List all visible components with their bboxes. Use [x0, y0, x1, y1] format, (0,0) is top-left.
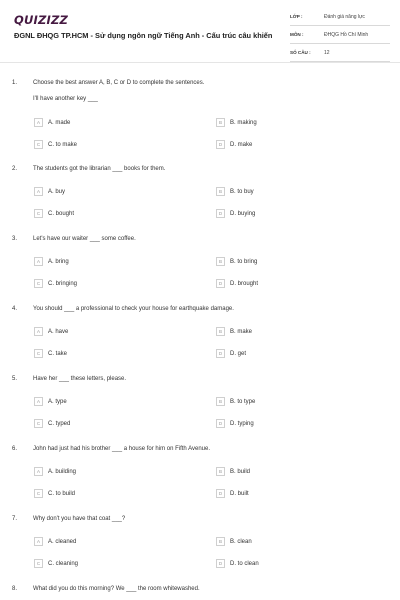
quizizz-logo: QUIZIZZ: [14, 13, 69, 27]
option-label: A. building: [48, 468, 77, 475]
option-letter-box: C: [34, 559, 43, 568]
option-a[interactable]: [34, 117, 70, 128]
question-text: What did you do this morning? We ___ the room whitewashed.: [33, 586, 200, 592]
option-c[interactable]: [34, 418, 70, 429]
question-text: Let's have our waiter ___ some coffee.: [33, 236, 136, 242]
option-c[interactable]: [34, 348, 67, 359]
question-text: Choose the best answer A, B, C or D to complete the sentences.: [33, 80, 205, 86]
question-text: The students got the librarian ___ books for them.: [33, 166, 166, 172]
option-a[interactable]: [34, 256, 69, 267]
option-letter-box: D: [216, 209, 225, 218]
option-label: B. clean: [230, 538, 252, 545]
meta-value: Đánh giá năng lực: [324, 13, 365, 20]
option-letter-box: D: [216, 559, 225, 568]
question-text: You should ___ a professional to check your house for earthquake damage.: [33, 306, 234, 312]
question-number: 3.: [12, 236, 18, 242]
option-c[interactable]: [34, 488, 75, 499]
option-label: B. to buy: [230, 188, 254, 195]
meta-row-class: [290, 8, 390, 26]
option-letter-box: A: [34, 397, 43, 406]
option-label: A. cleaned: [48, 538, 77, 545]
option-letter-box: A: [34, 257, 43, 266]
option-label: C. cleaning: [48, 560, 79, 567]
option-b[interactable]: [216, 536, 252, 547]
option-c[interactable]: [34, 139, 77, 150]
option-c[interactable]: [34, 278, 77, 289]
option-letter-box: C: [34, 140, 43, 149]
meta-table: [290, 8, 390, 62]
header-divider: [0, 62, 400, 63]
question-number: 4.: [12, 306, 18, 312]
option-label: D. brought: [230, 280, 259, 287]
option-letter-box: B: [216, 327, 225, 336]
option-label: C. bringing: [48, 280, 78, 287]
option-letter-box: B: [216, 118, 225, 127]
option-b[interactable]: [216, 396, 255, 407]
meta-key: LỚP :: [290, 14, 303, 19]
option-label: C. to make: [48, 141, 78, 148]
option-d[interactable]: [216, 488, 249, 499]
option-label: C. bought: [48, 210, 75, 217]
option-a[interactable]: [34, 326, 68, 337]
option-label: B. to bring: [230, 258, 258, 265]
option-label: D. typing: [230, 420, 254, 427]
option-letter-box: B: [216, 397, 225, 406]
option-b[interactable]: [216, 117, 257, 128]
option-d[interactable]: [216, 418, 254, 429]
option-letter-box: B: [216, 187, 225, 196]
option-d[interactable]: [216, 558, 259, 569]
page-title: ĐGNL ĐHQG TP.HCM - Sử dụng ngôn ngữ Tiếng Anh - Cấu trúc câu khiến: [14, 31, 273, 40]
option-label: D. to clean: [230, 560, 259, 567]
question-text: John had just had his brother ___ a house for him on Fifth Avenue.: [33, 446, 211, 452]
option-letter-box: C: [34, 419, 43, 428]
option-letter-box: B: [216, 467, 225, 476]
option-label: D. built: [230, 490, 249, 497]
question-number: 2.: [12, 166, 18, 172]
meta-value: 12: [324, 49, 330, 56]
option-letter-box: D: [216, 489, 225, 498]
option-d[interactable]: [216, 278, 258, 289]
option-letter-box: A: [34, 537, 43, 546]
meta-key: MÔN :: [290, 32, 304, 37]
question-number: 7.: [12, 516, 18, 522]
option-label: A. made: [48, 119, 71, 126]
option-letter-box: D: [216, 349, 225, 358]
option-letter-box: C: [34, 489, 43, 498]
option-label: B. make: [230, 328, 253, 335]
option-letter-box: C: [34, 209, 43, 218]
question-number: 8.: [12, 586, 18, 592]
question-number: 1.: [12, 80, 18, 86]
question-number: 5.: [12, 376, 18, 382]
option-d[interactable]: [216, 139, 252, 150]
option-d[interactable]: [216, 348, 246, 359]
option-a[interactable]: [34, 186, 65, 197]
meta-row-count: [290, 44, 390, 62]
option-letter-box: D: [216, 279, 225, 288]
option-letter-box: A: [34, 327, 43, 336]
option-b[interactable]: [216, 186, 254, 197]
option-b[interactable]: [216, 256, 257, 267]
option-letter-box: C: [34, 279, 43, 288]
meta-value: ĐHQG Hồ Chí Minh: [324, 31, 369, 38]
question-text: Have her ___ these letters, please.: [33, 376, 127, 382]
option-label: B. build: [230, 468, 251, 475]
option-letter-box: A: [34, 187, 43, 196]
option-letter-box: D: [216, 140, 225, 149]
option-label: D. get: [230, 350, 247, 357]
question-number: 6.: [12, 446, 18, 452]
option-label: C. take: [48, 350, 68, 357]
question-text: Why don't you have that coat ___?: [33, 516, 126, 522]
option-label: B. to type: [230, 398, 256, 405]
option-label: A. buy: [48, 188, 66, 195]
option-label: C. typed: [48, 420, 71, 427]
meta-row-subject: [290, 26, 390, 44]
option-label: D. buying: [230, 210, 256, 217]
option-letter-box: B: [216, 257, 225, 266]
option-c[interactable]: [34, 208, 74, 219]
option-label: C. to build: [48, 490, 76, 497]
option-label: D. make: [230, 141, 253, 148]
option-label: A. have: [48, 328, 69, 335]
option-c[interactable]: [34, 558, 78, 569]
meta-key: SỐ CÂU :: [290, 50, 311, 55]
option-label: A. bring: [48, 258, 69, 265]
option-letter-box: A: [34, 118, 43, 127]
option-letter-box: A: [34, 467, 43, 476]
option-a[interactable]: [34, 536, 76, 547]
option-letter-box: C: [34, 349, 43, 358]
option-d[interactable]: [216, 208, 255, 219]
option-letter-box: D: [216, 419, 225, 428]
option-b[interactable]: [216, 466, 250, 477]
option-b[interactable]: [216, 326, 252, 337]
option-label: B. making: [230, 119, 257, 126]
option-letter-box: B: [216, 537, 225, 546]
option-a[interactable]: [34, 396, 67, 407]
option-a[interactable]: [34, 466, 76, 477]
question-subtext: I'll have another key ___: [33, 96, 98, 102]
option-label: A. type: [48, 398, 67, 405]
